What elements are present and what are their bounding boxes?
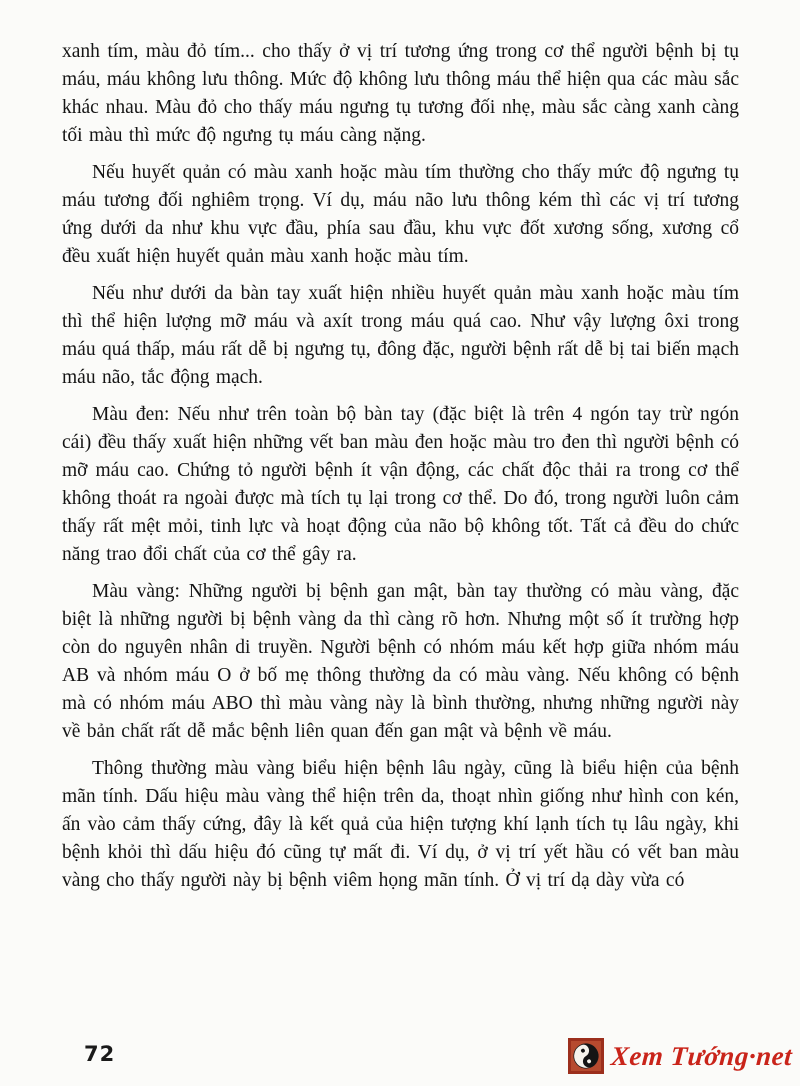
watermark — [568, 1038, 792, 1074]
body-text — [62, 38, 739, 904]
paragraph-5: Màu vàng: Những người bị bệnh gan mật, bàn tay thường có màu vàng, đặc biệt là những người bị bệnh vàng da thì càng rõ hơn. Nhưng một số ít trường hợp còn do nguyên nhân di truyền. Người bệnh có nhóm máu kết hợp giữa nhóm máu AB và nhóm máu O ở bố mẹ thông thường da có màu vàng. Nếu không có bệnh mà có nhóm máu ABO thì màu vàng này là bình thường, nhưng những người này về bản chất rất dễ mắc bệnh liên quan đến gan mật và bệnh về máu. — [62, 581, 739, 742]
page-number: 72 — [84, 1042, 116, 1066]
paragraph-4: Màu đen: Nếu như trên toàn bộ bàn tay (đặc biệt là trên 4 ngón tay trừ ngón cái) đều thấy xuất hiện những vết ban màu đen hoặc màu tro đen thì người bệnh có mỡ máu cao. Chứng tỏ người bệnh ít vận động, các chất độc thải ra trong cơ thể không thoát ra ngoài được mà tích tụ lại trong cơ thể. Do đó, trong người luôn cảm thấy rất mệt mỏi, tinh lực và hoạt động của não bộ không tốt. Tất cả đều do chức năng trao đổi chất của cơ thể gây ra. — [62, 404, 739, 565]
paragraph-1: xanh tím, màu đỏ tím... cho thấy ở vị trí tương ứng trong cơ thể người bệnh bị tụ máu, máu không lưu thông. Mức độ không lưu thông máu thể hiện qua các màu sắc khác nhau. Màu đỏ cho thấy máu ngưng tụ tương đối nhẹ, màu sắc càng xanh càng tối màu thì mức độ ngưng tụ máu càng nặng. — [62, 41, 739, 146]
watermark-label: Xem Tướng·net — [609, 1040, 794, 1071]
paragraph-3: Nếu như dưới da bàn tay xuất hiện nhiều huyết quản màu xanh hoặc màu tím thì thể hiện lượng mỡ máu và axít trong máu quá cao. Như vậy lượng ôxi trong máu quá thấp, máu rất dễ bị ngưng tụ, đông đặc, người bệnh rất dễ bị tai biến mạch máu não, tắc động mạch. — [62, 283, 739, 388]
yinyang-icon — [568, 1038, 604, 1074]
paragraph-2: Nếu huyết quản có màu xanh hoặc màu tím thường cho thấy mức độ ngưng tụ máu tương đối nghiêm trọng. Ví dụ, máu não lưu thông kém thì các vị trí tương ứng dưới da như khu vực đầu, phía sau đầu, khu vực đốt xương sống, xương cổ đều xuất hiện huyết quản màu xanh hoặc màu tím. — [62, 162, 739, 267]
paragraph-6: Thông thường màu vàng biểu hiện bệnh lâu ngày, cũng là biểu hiện của bệnh mãn tính. Dấu hiệu màu vàng thể hiện trên da, thoạt nhìn giống như hình con kén, ấn vào cảm thấy cứng, đây là kết quả của hiện tượng khí lạnh tích tụ lâu ngày, khi bệnh khỏi thì dấu hiệu đó cũng tự mất đi. Ví dụ, ở vị trí yết hầu có vết ban màu vàng cho thấy người này bị bệnh viêm họng mãn tính. Ở vị trí dạ dày vừa có — [62, 758, 739, 891]
